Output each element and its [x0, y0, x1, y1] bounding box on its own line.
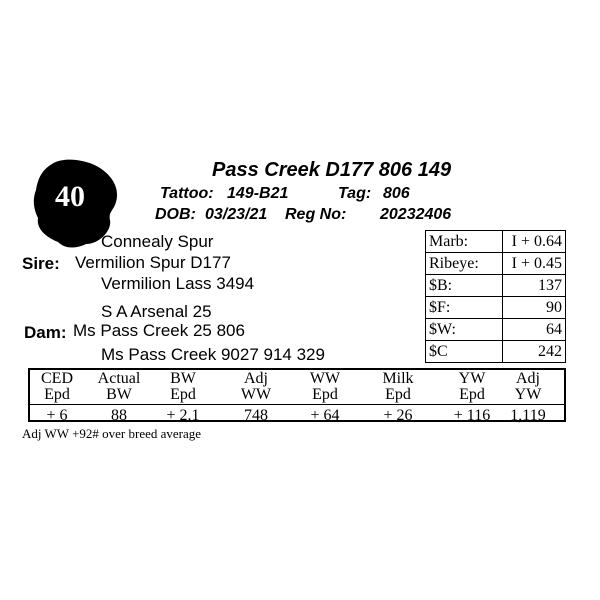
- epd-column-bw-epd: [150, 370, 216, 424]
- table-row: [426, 297, 566, 319]
- epd-column-ww-epd: [292, 370, 358, 424]
- stat-value-b: 137: [503, 275, 566, 297]
- epd-header-line2: YW: [514, 386, 542, 403]
- epd-header-line1: CED: [41, 370, 73, 387]
- stat-value-w: 64: [503, 319, 566, 341]
- stat-value-ribeye: I + 0.45: [503, 253, 566, 275]
- epd-header-line2: Epd: [459, 386, 485, 403]
- tattoo-value: 149-B21: [227, 185, 289, 202]
- epd-divider: [30, 404, 564, 405]
- sire-sire: Connealy Spur: [101, 232, 214, 251]
- stat-value-marb: I + 0.64: [503, 231, 566, 253]
- table-row: [426, 231, 566, 253]
- stat-label-f: $F:: [426, 297, 503, 319]
- epd-header-line1: Adj: [516, 370, 540, 387]
- epd-value-actual-bw: 88: [111, 407, 127, 424]
- epd-header-line1: YW: [458, 370, 486, 387]
- dam-dam: Ms Pass Creek 9027 914 329: [101, 345, 325, 364]
- epd-value-adj-yw: 1,119: [510, 407, 546, 424]
- tattoo-label: Tattoo:: [160, 185, 214, 202]
- reg-no-value: 20232406: [380, 206, 452, 223]
- carcass-index-table: [425, 230, 566, 363]
- epd-table: [28, 368, 566, 422]
- dam-name: Ms Pass Creek 25 806: [73, 321, 245, 340]
- epd-header-line2: WW: [240, 386, 272, 403]
- animal-name: Pass Creek D177 806 149: [212, 159, 452, 181]
- stat-label-w: $W:: [426, 319, 503, 341]
- epd-value-yw-epd: + 116: [453, 407, 491, 424]
- epd-header-line1: BW: [170, 370, 196, 387]
- table-row: [426, 341, 566, 363]
- epd-header-line1: WW: [309, 370, 341, 387]
- epd-value-milk-epd: + 26: [383, 407, 413, 424]
- table-row: [426, 253, 566, 275]
- sire-label: Sire:: [22, 254, 60, 273]
- lot-number: 40: [55, 180, 85, 213]
- epd-column-actual-bw: [86, 370, 152, 424]
- epd-value-bw-epd: + 2.1: [166, 407, 200, 424]
- dob-value: 03/23/21: [205, 206, 268, 223]
- epd-value-ced: + 6: [46, 407, 68, 424]
- stat-value-c: 242: [503, 341, 566, 363]
- epd-header-line2: Epd: [170, 386, 196, 403]
- stat-label-b: $B:: [426, 275, 503, 297]
- reg-no-label: Reg No:: [285, 206, 347, 223]
- epd-column-milk-epd: [365, 370, 431, 424]
- tag-label: Tag:: [338, 185, 372, 202]
- epd-header-line2: Epd: [44, 386, 70, 403]
- epd-header-line2: BW: [106, 386, 132, 403]
- epd-header-line2: Epd: [385, 386, 411, 403]
- stat-label-c: $C: [426, 341, 503, 363]
- stat-value-f: 90: [503, 297, 566, 319]
- epd-header-line1: Adj: [244, 370, 268, 387]
- epd-column-adj-ww: [223, 370, 289, 424]
- epd-column-ced: [24, 370, 90, 424]
- dob-label: DOB:: [155, 206, 196, 223]
- footnote: Adj WW +92# over breed average: [22, 426, 202, 441]
- epd-column-adj-yw: [495, 370, 561, 424]
- epd-header-line1: Milk: [382, 370, 414, 387]
- epd-value-ww-epd: + 64: [310, 407, 340, 424]
- table-row: [426, 319, 566, 341]
- stat-label-ribeye: Ribeye:: [426, 253, 503, 275]
- sire-name: Vermilion Spur D177: [75, 253, 231, 272]
- table-row: [426, 275, 566, 297]
- dam-sire: S A Arsenal 25: [101, 302, 212, 321]
- epd-header-line1: Actual: [97, 370, 141, 387]
- sire-dam: Vermilion Lass 3494: [101, 274, 255, 293]
- epd-value-adj-ww: 748: [244, 407, 268, 424]
- dam-label: Dam:: [24, 323, 67, 342]
- stat-label-marb: Marb:: [426, 231, 503, 253]
- epd-header-line2: Epd: [312, 386, 338, 403]
- tag-value: 806: [383, 185, 410, 202]
